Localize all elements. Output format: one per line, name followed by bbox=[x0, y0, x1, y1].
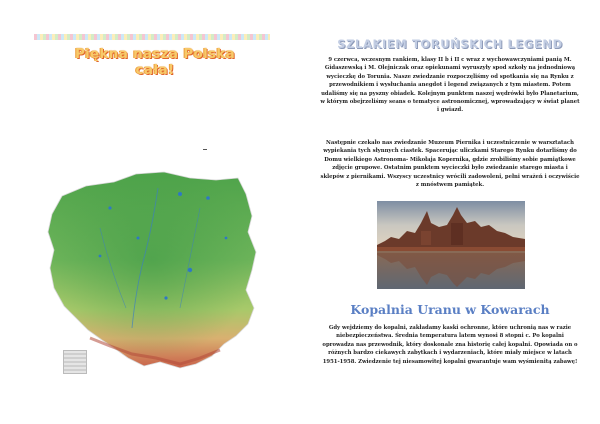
poland-map-icon bbox=[40, 168, 262, 378]
trip-paragraph-1: 9 czerwca, wczesnym rankiem, klasy II b i II c wraz z wychowawczyniami panią M. Gidaszewską i M. Olejniczak oraz opiekunami wyruszyły spod szkoły na jednodniową wycieczkę do Torunia. Nasze zwiedzanie rozpoczęliśmy od spotkania się na Rynku z przewodnikiem i wysłuchania anegdot i legend związanych z tym miastem. Potem udaliśmy się na pyszny obiadek. Kolejnym punktem naszej wędrówki było Planetarium, w którym obejrzeliśmy seans o tematyce astronomicznej, wprowadzający w świat planet i gwiazd. bbox=[320, 57, 580, 114]
right-page-title: SZLAKIEM TORUŃSKICH LEGEND bbox=[337, 37, 563, 51]
mine-paragraph: Gdy wejdziemy do kopalni, zakładamy kaski ochronne, które uchronią nas w razie niebezpieczeństwa. Średnia temperatura latem wynosi 8 stopni c. Po kopalni oprowadza nas przewodnik, który doskonale zna historię całej kopalni. Opowiada on o różnych bardzo ciekawych zabytkach i wydarzeniach, które miały miejsce w latach 1951-1958. Zwiedzenie tej niesamowitej kopalni gwarantuje wam wyśmienitą zabawę! bbox=[322, 325, 578, 365]
map-legend-box bbox=[63, 350, 87, 374]
trip-paragraph-2: Następnie czekało nas zwiedzanie Muzeum Piernika i uczestniczenie w warsztatach wypiekania tych słynnych ciastek. Spacerując uliczkami Starego Rynku dotarliśmy do Domu wielkiego Astronoma- Mikołaja Kopernika, gdzie zrobiliśmy sobie pamiątkowe zdjęcie grupowe. Ostatnim punktem wycieczki było zwiedzanie starego miasta i sklepów z piernikami. Wszyscy uczestnicy wrócili zadowoleni, pełni wrażeń i oczywiście z mnóstwem pamiątek. bbox=[320, 140, 580, 189]
right-page bbox=[300, 0, 600, 424]
torun-photo-icon bbox=[377, 201, 525, 289]
left-page-title: Piękna nasza Polska cała! bbox=[74, 46, 236, 78]
decorative-border bbox=[34, 34, 270, 40]
small-dash-mark bbox=[203, 149, 207, 150]
mine-section-title: Kopalnia Uranu w Kowarach bbox=[350, 302, 550, 317]
